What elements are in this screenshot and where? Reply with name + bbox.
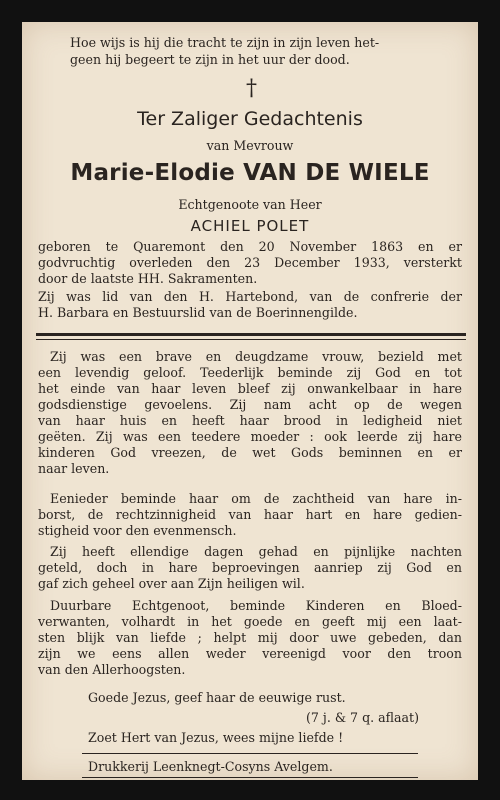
text-line: gaf zich geheel over aan Zijn heiligen wil. xyxy=(38,576,305,591)
paragraph-4 xyxy=(38,598,462,678)
text-line: Zij was een brave en deugdzame vrouw, bezield met xyxy=(50,349,462,364)
quote-line-1: Hoe wijs is hij die tracht te zijn in zijn leven het- xyxy=(70,35,380,50)
text-line: naar leven. xyxy=(38,461,110,476)
text-line: van den Allerhoogsten. xyxy=(38,662,186,677)
paragraph-3 xyxy=(38,544,462,592)
heading: Ter Zaliger Gedachtenis xyxy=(137,108,363,130)
printer-imprint: Drukkerij Leenknegt-Cosyns Avelgem. xyxy=(88,759,333,774)
text-line: borst, de rechtzinnigheid van haar hart en hare gedien- xyxy=(38,507,462,522)
husband-name: ACHIEL POLET xyxy=(190,217,310,235)
prayer: Goede Jezus, geef haar de eeuwige rust. xyxy=(88,690,346,705)
membership-line: H. Barbara en Bestuurslid van de Boerinnengilde. xyxy=(38,305,358,320)
footer-rule-bottom xyxy=(82,777,418,778)
divider-thin xyxy=(36,339,466,340)
text-line: stigheid voor den evenmensch. xyxy=(38,523,237,538)
text-line: Duurbare Echtgenoot, beminde Kinderen en Bloed- xyxy=(50,598,462,613)
membership-line: Zij was lid van den H. Hartebond, van de confrerie der xyxy=(38,289,462,304)
membership-block xyxy=(38,289,462,321)
text-line: verwanten, volhardt in het goede en geeft mij een laat- xyxy=(38,614,462,629)
deceased-name: Marie-Elodie VAN DE WIELE xyxy=(70,160,430,186)
text-line: kinderen God vreezen, de wet Gods beminnen en er xyxy=(38,445,462,460)
text-line: zijn we eens allen weder vereenigd voor den troon xyxy=(38,646,462,661)
text-line: van haar huis en heeft haar brood in ledigheid niet xyxy=(38,413,462,428)
text-line: geteld, doch in hare beproevingen aanriep zij God en xyxy=(38,560,462,575)
text-line: Eenieder beminde haar om de zachtheid van hare in- xyxy=(50,491,462,506)
indulgence: (7 j. & 7 q. aflaat) xyxy=(306,710,420,725)
text-line: het einde van haar leven bleef zij onwankelbaar in hare xyxy=(38,381,462,396)
birth-line: geboren te Quaremont den 20 November 1863 en er xyxy=(38,239,462,254)
birth-line: door de laatste HH. Sakramenten. xyxy=(38,271,258,286)
echtgenoote-line: Echtgenoote van Heer xyxy=(178,197,322,212)
text-line: Zij heeft ellendige dagen gehad en pijnlijke nachten xyxy=(50,544,462,559)
text-line: sten blijk van liefde ; helpt mij door uwe gebeden, dan xyxy=(38,630,462,645)
quote-line-2: geen hij begeert te zijn in het uur der dood. xyxy=(70,52,350,67)
footer-rule xyxy=(82,753,418,754)
text-line: een levendig geloof. Teederlijk beminde zij God en tot xyxy=(38,365,462,380)
birth-line: godvruchtig overleden den 23 December 1933, versterkt xyxy=(38,255,462,270)
invocation: Zoet Hert van Jezus, wees mijne liefde ! xyxy=(88,730,344,745)
text-line: godsdienstige gevoelens. Zij nam acht op de wegen xyxy=(38,397,462,412)
paragraph-2 xyxy=(38,491,462,539)
text-line: geëten. Zij was een teedere moeder : ook leerde zij hare xyxy=(38,429,462,444)
van-mevrouw: van Mevrouw xyxy=(206,138,294,153)
birth-block xyxy=(38,239,462,287)
paragraph-1 xyxy=(38,349,462,477)
memorial-card xyxy=(22,22,478,780)
divider-thick xyxy=(36,333,466,336)
cross-icon: † xyxy=(246,76,257,101)
